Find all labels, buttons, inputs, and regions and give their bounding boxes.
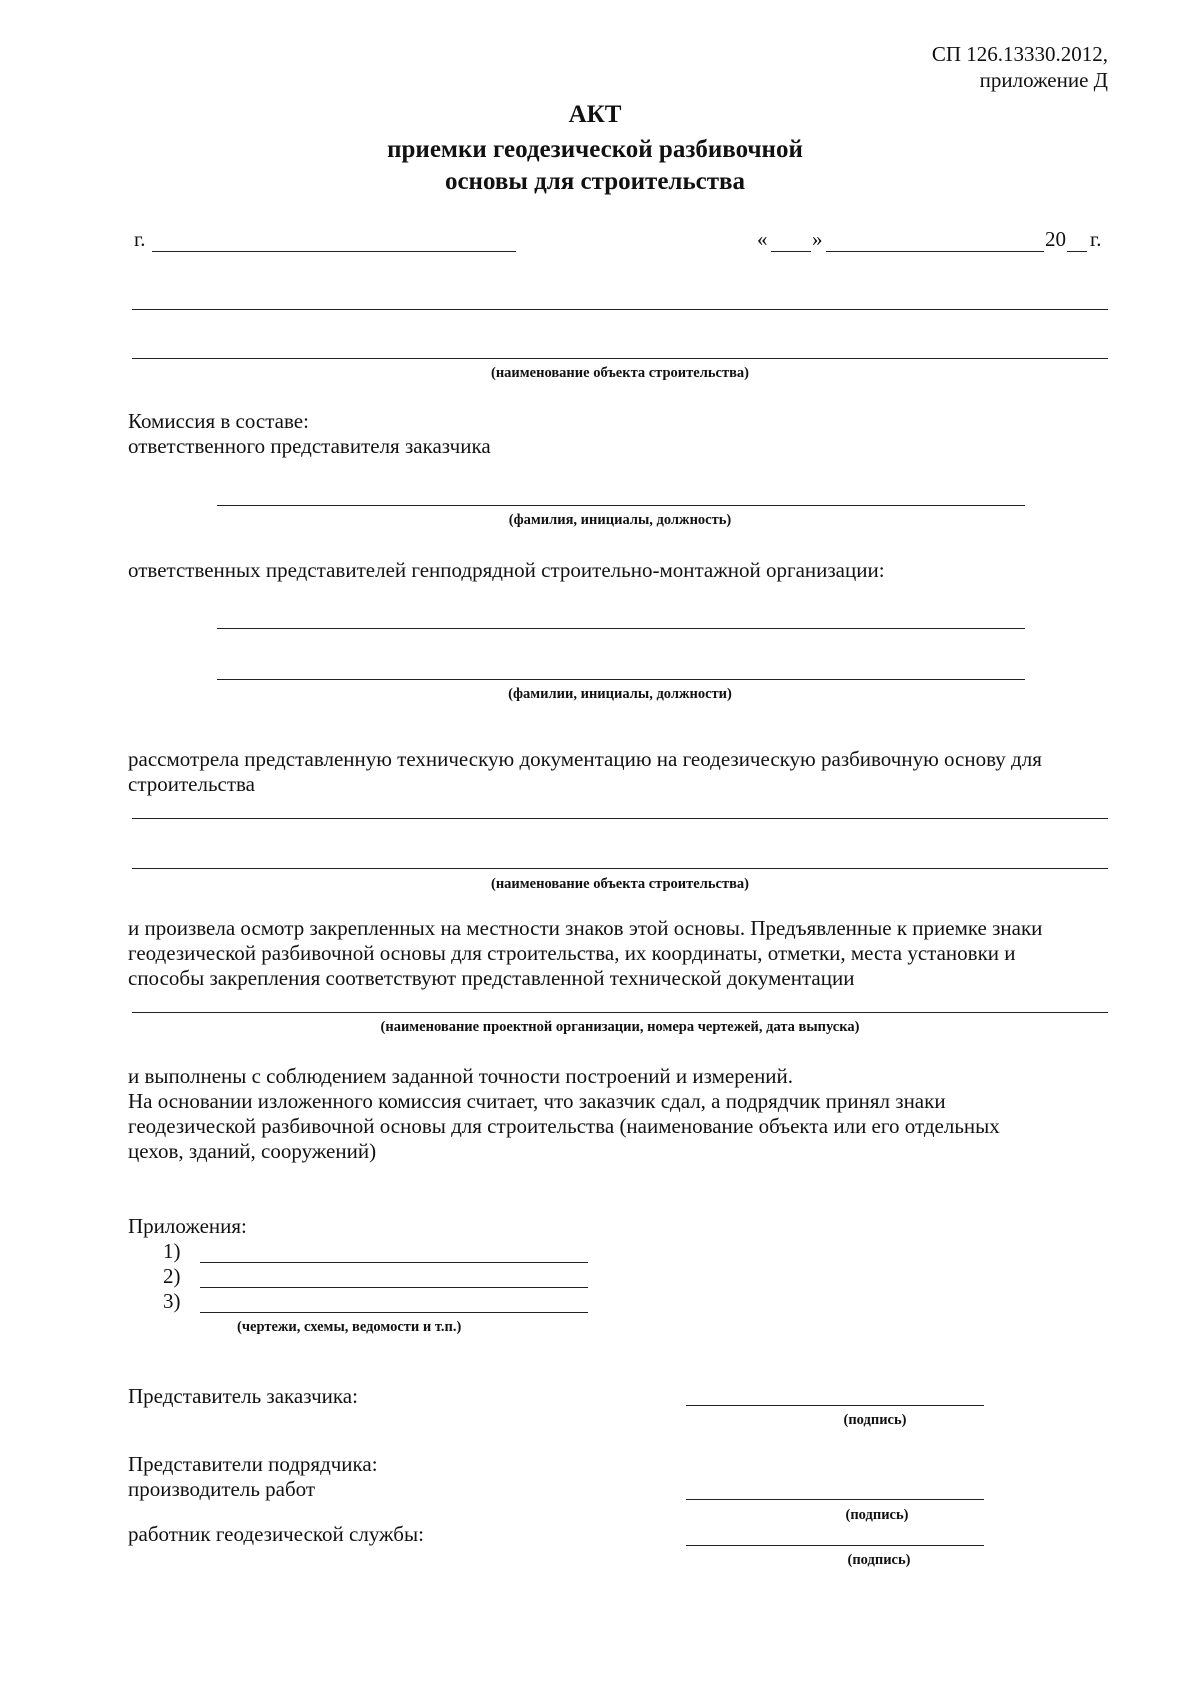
geodetic-worker-signature-field[interactable] <box>686 1545 984 1546</box>
object-name-field-3[interactable] <box>132 818 1108 819</box>
works-manager-label: производитель работ <box>128 1477 316 1501</box>
attachment-field-1[interactable] <box>200 1262 588 1263</box>
document-subtitle-line2: основы для строительства <box>444 168 746 195</box>
works-manager-signature-caption: (подпись) <box>845 1507 909 1523</box>
customer-signature-field[interactable] <box>686 1405 984 1406</box>
project-org-field[interactable] <box>132 1012 1108 1013</box>
accuracy-text: и выполнены с соблюдением заданной точности построений и измерений. <box>128 1064 794 1088</box>
attachment-number-1: 1) <box>163 1239 181 1263</box>
object-name-field-2[interactable] <box>132 358 1108 359</box>
object-name-caption: (наименование объекта строительства) <box>491 365 749 381</box>
contractor-reps-caption: (фамилии, инициалы, должности) <box>508 686 732 702</box>
inspection-text-1: и произвела осмотр закрепленных на местности знаков этой основы. Предъявленные к приемке знаки <box>128 916 1043 940</box>
project-org-caption: (наименование проектной организации, номера чертежей, дата выпуска) <box>380 1019 860 1035</box>
attachments-caption: (чертежи, схемы, ведомости и т.п.) <box>237 1319 462 1335</box>
year-suffix: г. <box>1090 227 1102 251</box>
geodetic-worker-signature-caption: (подпись) <box>847 1552 911 1568</box>
city-field[interactable] <box>152 251 516 252</box>
attachment-field-3[interactable] <box>200 1312 588 1313</box>
attachments-label: Приложения: <box>128 1214 247 1238</box>
object-name-field-1[interactable] <box>132 309 1108 310</box>
customer-signature-label: Представитель заказчика: <box>128 1384 358 1408</box>
customer-signature-caption: (подпись) <box>843 1412 907 1428</box>
document-reference: СП 126.13330.2012, <box>931 42 1108 66</box>
year-field[interactable] <box>1067 251 1087 252</box>
conclusion-text-1: На основании изложенного комиссия считает, что заказчик сдал, а подрядчик принял знаки <box>128 1089 946 1113</box>
document-subtitle-line1: приемки геодезической разбивочной <box>387 136 803 163</box>
attachment-number-2: 2) <box>163 1264 181 1288</box>
document-title: АКТ <box>568 101 622 128</box>
document-appendix: приложение Д <box>979 68 1108 92</box>
date-quote-open: « <box>757 227 768 251</box>
customer-rep-caption: (фамилия, инициалы, должность) <box>508 512 732 528</box>
contractor-reps-label: ответственных представителей генподрядной строительно-монтажной организации: <box>128 558 885 582</box>
reviewed-text-1: рассмотрела представленную техническую документацию на геодезическую разбивочную основу для <box>128 747 1042 771</box>
attachment-number-3: 3) <box>163 1289 181 1313</box>
month-field[interactable] <box>826 251 1044 252</box>
city-prefix: г. <box>134 227 146 251</box>
object-name-caption-2: (наименование объекта строительства) <box>491 876 749 892</box>
object-name-field-4[interactable] <box>132 868 1108 869</box>
works-manager-signature-field[interactable] <box>686 1499 984 1500</box>
contractor-rep-field-1[interactable] <box>217 628 1025 629</box>
customer-rep-label: ответственного представителя заказчика <box>128 434 491 458</box>
conclusion-text-3: цехов, зданий, сооружений) <box>128 1139 377 1163</box>
date-quote-close: » <box>812 227 823 251</box>
inspection-text-2: геодезической разбивочной основы для строительства, их координаты, отметки, места установки и <box>128 941 1016 965</box>
contractor-signature-label: Представители подрядчика: <box>128 1452 378 1476</box>
commission-label: Комиссия в составе: <box>128 409 309 433</box>
conclusion-text-2: геодезической разбивочной основы для строительства (наименование объекта или его отдельных <box>128 1114 1000 1138</box>
day-field[interactable] <box>771 251 811 252</box>
geodetic-worker-label: работник геодезической службы: <box>128 1522 424 1546</box>
customer-rep-field[interactable] <box>217 505 1025 506</box>
reviewed-text-2: строительства <box>128 772 256 796</box>
inspection-text-3: способы закрепления соответствуют представленной технической документации <box>128 966 855 990</box>
year-prefix: 20 <box>1045 227 1066 251</box>
attachment-field-2[interactable] <box>200 1287 588 1288</box>
contractor-rep-field-2[interactable] <box>217 679 1025 680</box>
